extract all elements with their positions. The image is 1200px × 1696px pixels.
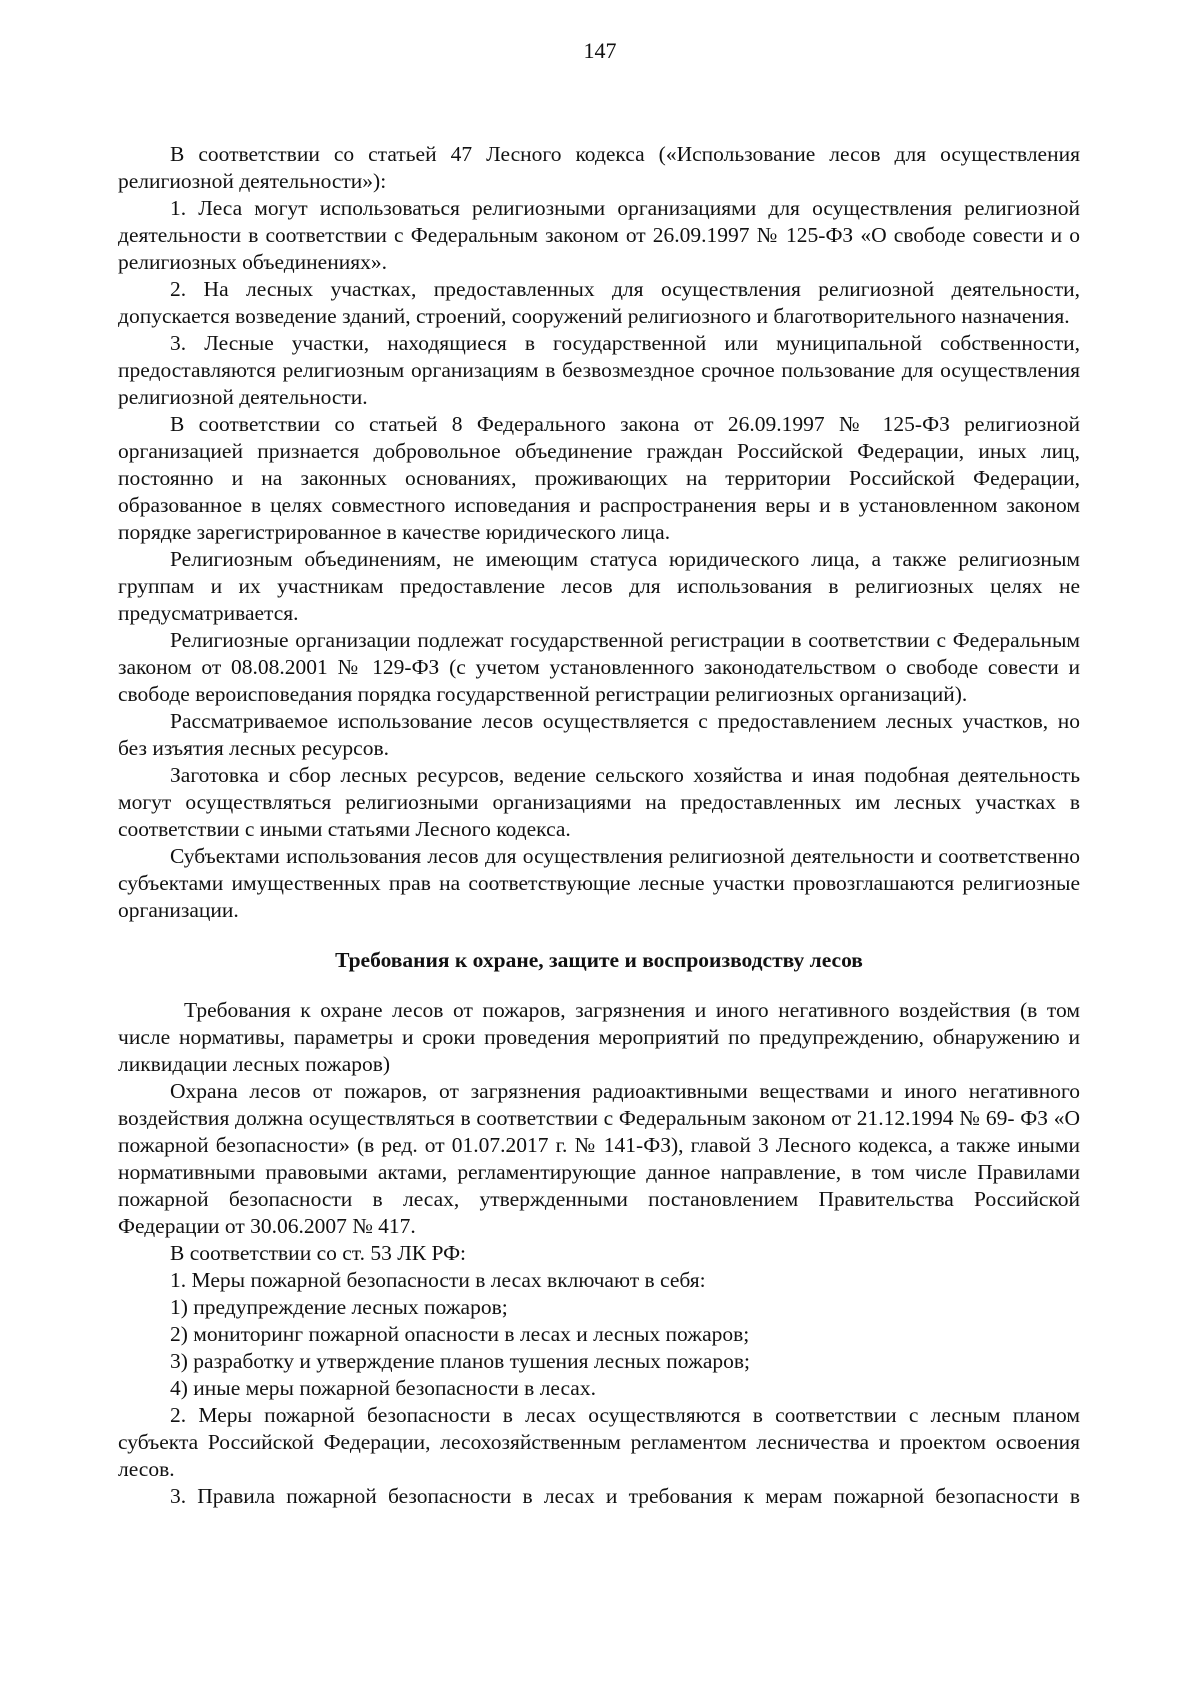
- paragraph: Заготовка и сбор лесных ресурсов, ведение сельского хозяйства и иная подобная деятельность могут осуществляться религиозными организациями на предоставленных им лесных участках в соответствии с иными статьями Лесного кодекса.: [118, 763, 1080, 841]
- list-item: 3) разработку и утверждение планов тушения лесных пожаров;: [170, 1349, 751, 1373]
- paragraph: 3. Правила пожарной безопасности в лесах и требования к мерам пожарной безопасности в: [170, 1484, 1080, 1508]
- paragraph: Охрана лесов от пожаров, от загрязнения радиоактивными веществами и иного негативного воздействия должна осуществляться в соответствии с Федеральным законом от 21.12.1994 № 69- ФЗ «О пожарной безопасности» (в ред. от 01.07.2017 г. № 141-ФЗ), главой 3 Лесного кодекса, а также иными нормативными правовыми актами, регламентирующие данное направление, в том числе Правилами пожарной безопасности в лесах, утвержденными постановлением Правительства Российской Федерации от 30.06.2007 № 417.: [118, 1079, 1080, 1238]
- paragraph: 1. Меры пожарной безопасности в лесах включают в себя:: [170, 1268, 706, 1292]
- paragraph: Субъектами использования лесов для осуществления религиозной деятельности и соответственно субъектами имущественных прав на соответствующие лесные участки провозглашаются религиозные организации.: [118, 844, 1080, 922]
- section-heading: Требования к охране, защите и воспроизводству лесов: [335, 948, 863, 972]
- list-item: 2) мониторинг пожарной опасности в лесах и лесных пожаров;: [170, 1322, 750, 1346]
- document-body: [118, 141, 1080, 1510]
- paragraph: 3. Лесные участки, находящиеся в государственной или муниципальной собственности, предоставляются религиозным организациям в безвозмездное срочное пользование для осуществления религиозной деятельности.: [118, 331, 1080, 409]
- paragraph: Религиозным объединениям, не имеющим статуса юридического лица, а также религиозным группам и их участникам предоставление лесов для использования в религиозных целях не предусматривается.: [118, 547, 1080, 625]
- subsection-title: Требования к охране лесов от пожаров, загрязнения и иного негативного воздействия (в том числе нормативы, параметры и сроки проведения мероприятий по предупреждению, обнаружению и ликвидации лесных пожаров): [118, 998, 1080, 1076]
- paragraph: 1. Леса могут использоваться религиозными организациями для осуществления религиозной деятельности в соответствии с Федеральным законом от 26.09.1997 № 125-ФЗ «О свободе совести и о религиозных объединениях».: [118, 196, 1080, 274]
- paragraph: 2. Меры пожарной безопасности в лесах осуществляются в соответствии с лесным планом субъекта Российской Федерации, лесохозяйственным регламентом лесничества и проектом освоения лесов.: [118, 1403, 1080, 1481]
- paragraph: Религиозные организации подлежат государственной регистрации в соответствии с Федеральным законом от 08.08.2001 № 129-ФЗ (с учетом установленного законодательством о свободе совести и свободе вероисповедания порядка государственной регистрации религиозных организаций).: [118, 628, 1080, 706]
- paragraph: Рассматриваемое использование лесов осуществляется с предоставлением лесных участков, но без изъятия лесных ресурсов.: [118, 709, 1080, 760]
- list-item: 4) иные меры пожарной безопасности в лесах.: [170, 1376, 596, 1400]
- paragraph: В соответствии со статьей 47 Лесного кодекса («Использование лесов для осуществления религиозной деятельности»):: [118, 142, 1080, 193]
- list-item: 1) предупреждение лесных пожаров;: [170, 1295, 508, 1319]
- paragraph: В соответствии со ст. 53 ЛК РФ:: [170, 1241, 467, 1265]
- paragraph: В соответствии со статьей 8 Федерального закона от 26.09.1997 № 125-ФЗ религиозной организацией признается добровольное объединение граждан Российской Федерации, иных лиц, постоянно и на законных основаниях, проживающих на территории Российской Федерации, образованное в целях совместного исповедания и распространения веры и в установленном законом порядке зарегистрированное в качестве юридического лица.: [118, 412, 1080, 544]
- paragraph: 2. На лесных участках, предоставленных для осуществления религиозной деятельности, допускается возведение зданий, строений, сооружений религиозного и благотворительного назначения.: [118, 277, 1080, 328]
- page-number: 147: [583, 38, 617, 63]
